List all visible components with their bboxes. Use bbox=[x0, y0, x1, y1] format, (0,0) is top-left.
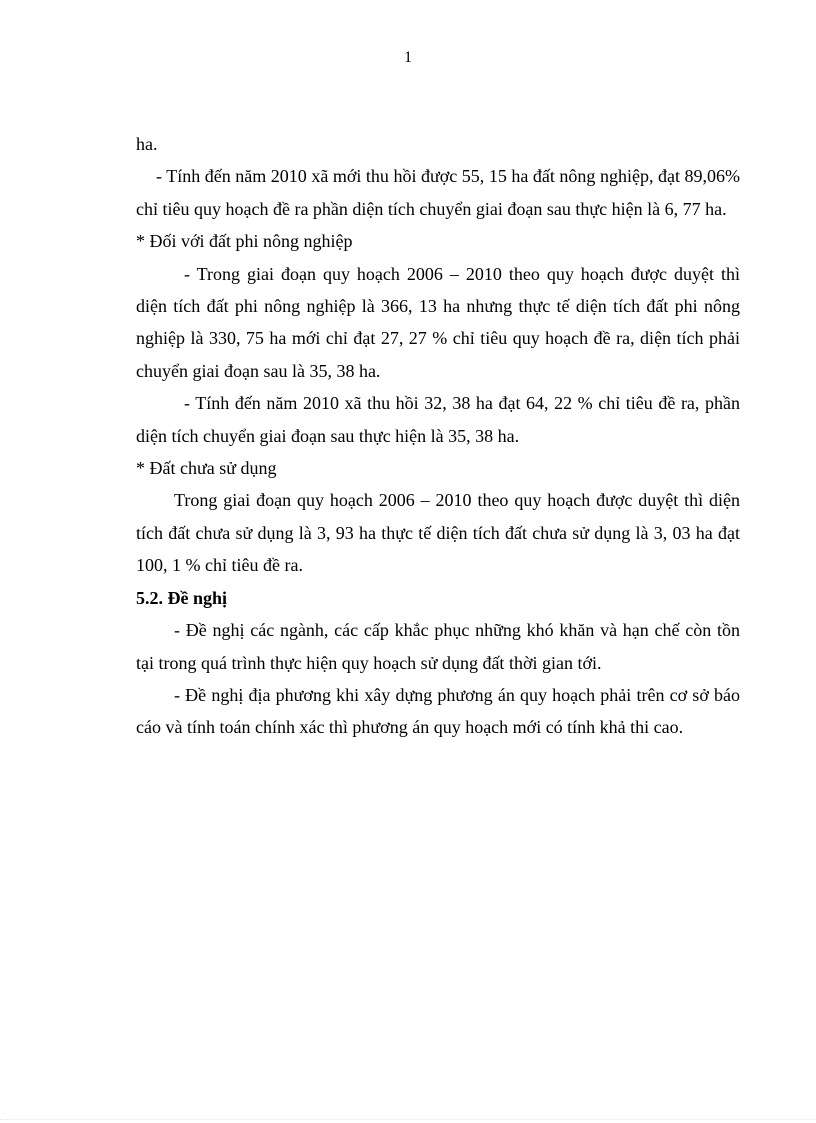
section-title: Đề nghị bbox=[167, 587, 228, 608]
subheading-unused-land: * Đất chưa sử dụng bbox=[136, 458, 277, 479]
paragraph-recommendation-2: - Đề nghị địa phương khi xây dựng phương án quy hoạch phải trên cơ sở báo cáo và tính toán chính xác thì phương án quy hoạch mới có tính khả thi cao. bbox=[136, 684, 740, 738]
document-body bbox=[136, 128, 740, 744]
page-bottom-divider bbox=[0, 1119, 816, 1120]
subheading-non-agri-land: * Đối với đất phi nông nghiệp bbox=[136, 231, 353, 252]
section-number: 5.2. bbox=[136, 587, 163, 608]
paragraph-unused-land: Trong giai đoạn quy hoạch 2006 – 2010 theo quy hoạch được duyệt thì diện tích đất chưa sử dụng là 3, 93 ha thực tế diện tích đất chưa sử dụng là 3, 03 ha đạt 100, 1 % chỉ tiêu đề ra. bbox=[136, 490, 740, 576]
page-number: 1 bbox=[404, 49, 412, 66]
section-heading bbox=[136, 582, 740, 614]
paragraph-non-agri-plan: - Trong giai đoạn quy hoạch 2006 – 2010 theo quy hoạch được duyệt thì diện tích đất phi nông nghiệp là 366, 13 ha nhưng thực tế diện tích đất phi nông nghiệp là 330, 75 ha mới chỉ đạt 27, 27 % chỉ tiêu quy hoạch đề ra, diện tích phải chuyển giai đoạn sau là 35, 38 ha. bbox=[136, 263, 740, 381]
paragraph-agri-land-recovery: - Tính đến năm 2010 xã mới thu hồi được 55, 15 ha đất nông nghiệp, đạt 89,06% chỉ tiêu quy hoạch đề ra phần diện tích chuyển giai đoạn sau thực hiện là 6, 77 ha. bbox=[136, 166, 740, 219]
paragraph-non-agri-recovery: - Tính đến năm 2010 xã thu hồi 32, 38 ha đạt 64, 22 % chỉ tiêu đề ra, phần diện tích chuyển giai đoạn sau thực hiện là 35, 38 ha. bbox=[136, 393, 740, 446]
paragraph-continuation: ha. bbox=[136, 134, 158, 154]
paragraph-recommendation-1: - Đề nghị các ngành, các cấp khắc phục những khó khăn và hạn chế còn tồn tại trong quá trình thực hiện quy hoạch sử dụng đất thời gian tới. bbox=[136, 620, 740, 673]
